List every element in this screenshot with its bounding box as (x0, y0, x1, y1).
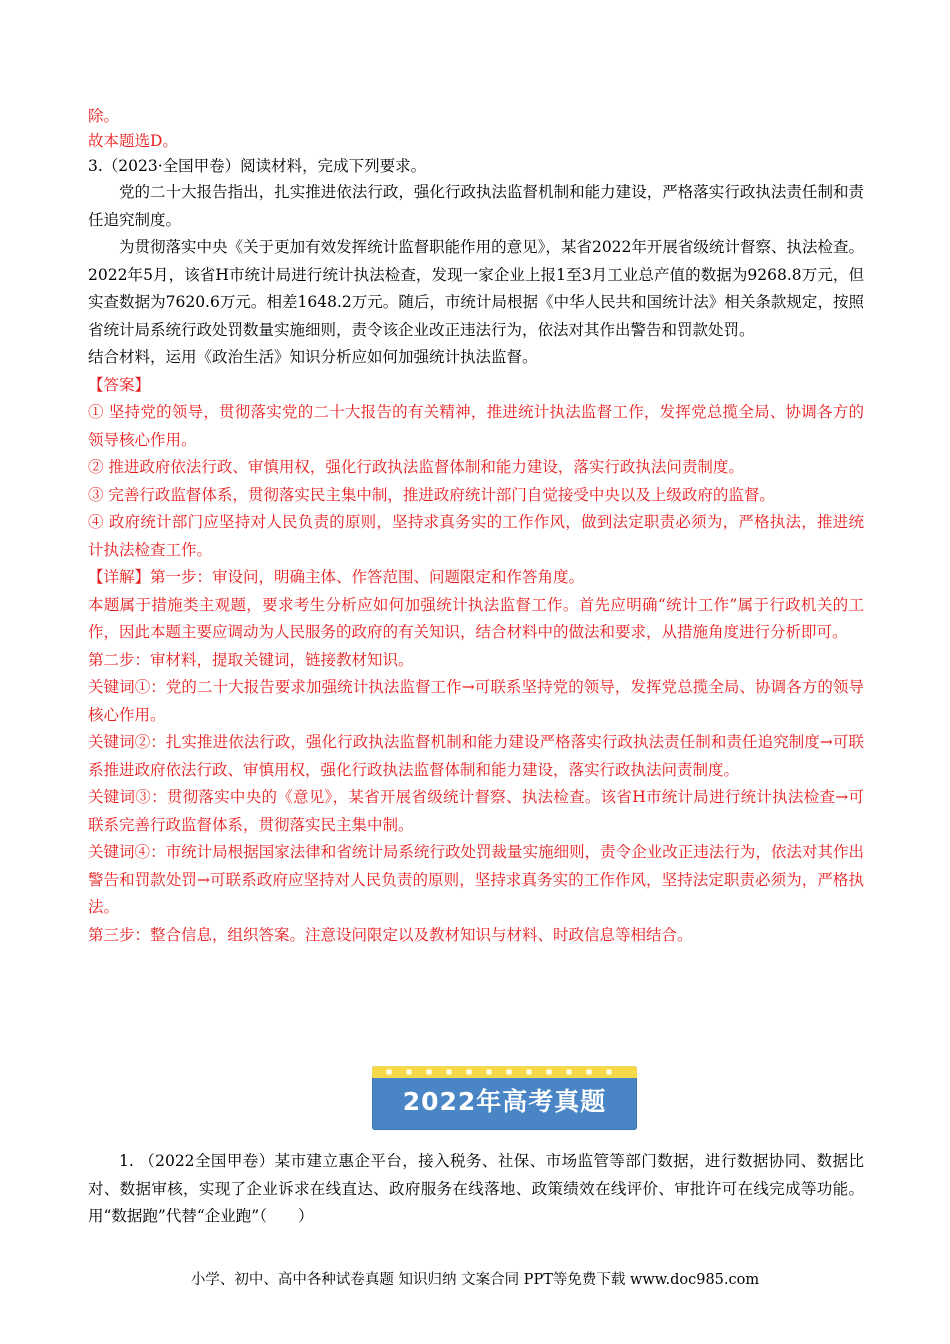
keyword-2: 关键词②：扎实推进依法行政，强化行政执法监督机制和能力建设严格落实行政执法责任制和责任追究制度→可联系推进政府依法行政、审慎用权，强化行政执法监督体制和能力建设，落实行政执法问责制度。 (88, 733, 864, 779)
banner-top-strip (372, 1066, 637, 1078)
question-2022-1: 1. （2022全国甲卷）某市建立惠企平台，接入税务、社保、市场监管等部门数据，进行数据协同、数据比对、数据审核，实现了企业诉求在线直达、政府服务在线落地、政策绩效在线评价、审批许可在线完成等功能。用“数据跑”代替“企业跑”（ ） (88, 1152, 864, 1225)
answer-item-4: ④ 政府统计部门应坚持对人民负责的原则，坚持求真务实的工作作风，做到法定职责必须为，严格执法，推进统计执法检查工作。 (88, 513, 864, 559)
question-2022-block (88, 1148, 864, 1231)
previous-answer-continuation: 除。 (88, 107, 120, 125)
detail-step-1-body: 本题属于措施类主观题，要求考生分析应如何加强统计执法监督工作。首先应明确“统计工作”属于行政机关的工作，因此本题主要应调动为人民服务的政府的有关知识，结合材料中的做法和要求，从措施角度进行分析即可。 (88, 595, 864, 641)
detail-step-3: 第三步：整合信息，组织答案。注意设问限定以及教材知识与材料、时政信息等相结合。 (88, 925, 693, 944)
page-footer: 小学、初中、高中各种试卷真题 知识归纳 文案合同 PPT等免费下载 www.doc985.com (190, 1272, 760, 1288)
previous-answer-choice: 故本题选D。 (88, 132, 178, 150)
detail-step-1-text: 第一步：审设问，明确主体、作答范围、问题限定和作答角度。 (150, 568, 585, 586)
question-3-title: 3.（2023·全国甲卷）阅读材料，完成下列要求。 (88, 157, 427, 175)
keyword-1: 关键词①：党的二十大报告要求加强统计执法监督工作→可联系坚持党的领导，发挥党总揽全局、协调各方的领导核心作用。 (88, 678, 864, 724)
answer-item-2: ② 推进政府依法行政、审慎用权，强化行政执法监督体制和能力建设，落实行政执法问责制度。 (88, 458, 744, 476)
detail-step-1 (88, 564, 864, 592)
answer-item-1: ① 坚持党的领导，贯彻落实党的二十大报告的有关精神，推进统计执法监督工作，发挥党总揽全局、协调各方的领导核心作用。 (88, 403, 864, 449)
banner-box (372, 1066, 637, 1130)
answer-label: 【答案】 (88, 375, 151, 394)
question-3-material-2: 为贯彻落实中央《关于更加有效发挥统计监督职能作用的意见》，某省2022年开展省级统计督察、执法检查。2022年5月，该省H市统计局进行统计执法检查，发现一家企业上报1至3月工业总产值的数据为9268.8万元，但实查数据为7620.6万元。相差1648.2万元。随后，市统计局根据《中华人民共和国统计法》相关条款规定，按照省统计局系统行政处罚数量实施细则，责令该企业改正违法行为，依法对其作出警告和罚款处罚。 (88, 238, 864, 339)
banner-title: 2022年高考真题 (402, 1087, 607, 1116)
answer-item-3: ③ 完善行政监督体系，贯彻落实民主集中制，推进政府统计部门自觉接受中央以及上级政府的监督。 (88, 485, 775, 504)
question-3-prompt: 结合材料，运用《政治生活》知识分析应如何加强统计执法监督。 (88, 348, 538, 366)
detail-step-2: 第二步：审材料，提取关键词，链接教材知识。 (88, 650, 414, 669)
section-banner (372, 1066, 637, 1130)
keyword-3: 关键词③：贯彻落实中央的《意见》，某省开展省级统计督察、执法检查。该省H市统计局进行统计执法检查→可联系完善行政监督体系，贯彻落实民主集中制。 (88, 788, 864, 834)
question-3-material-1: 党的二十大报告指出，扎实推进依法行政，强化行政执法监督机制和能力建设，严格落实行政执法责任制和责任追究制度。 (88, 183, 864, 229)
keyword-4: 关键词④：市统计局根据国家法律和省统计局系统行政处罚裁量实施细则，责令企业改正违法行为，依法对其作出警告和罚款处罚→可联系政府应坚持对人民负责的原则，坚持求真务实的工作作风，坚持法定职责必须为，严格执法。 (88, 843, 864, 916)
main-content (88, 104, 864, 949)
detail-label: 【详解】 (88, 568, 151, 586)
